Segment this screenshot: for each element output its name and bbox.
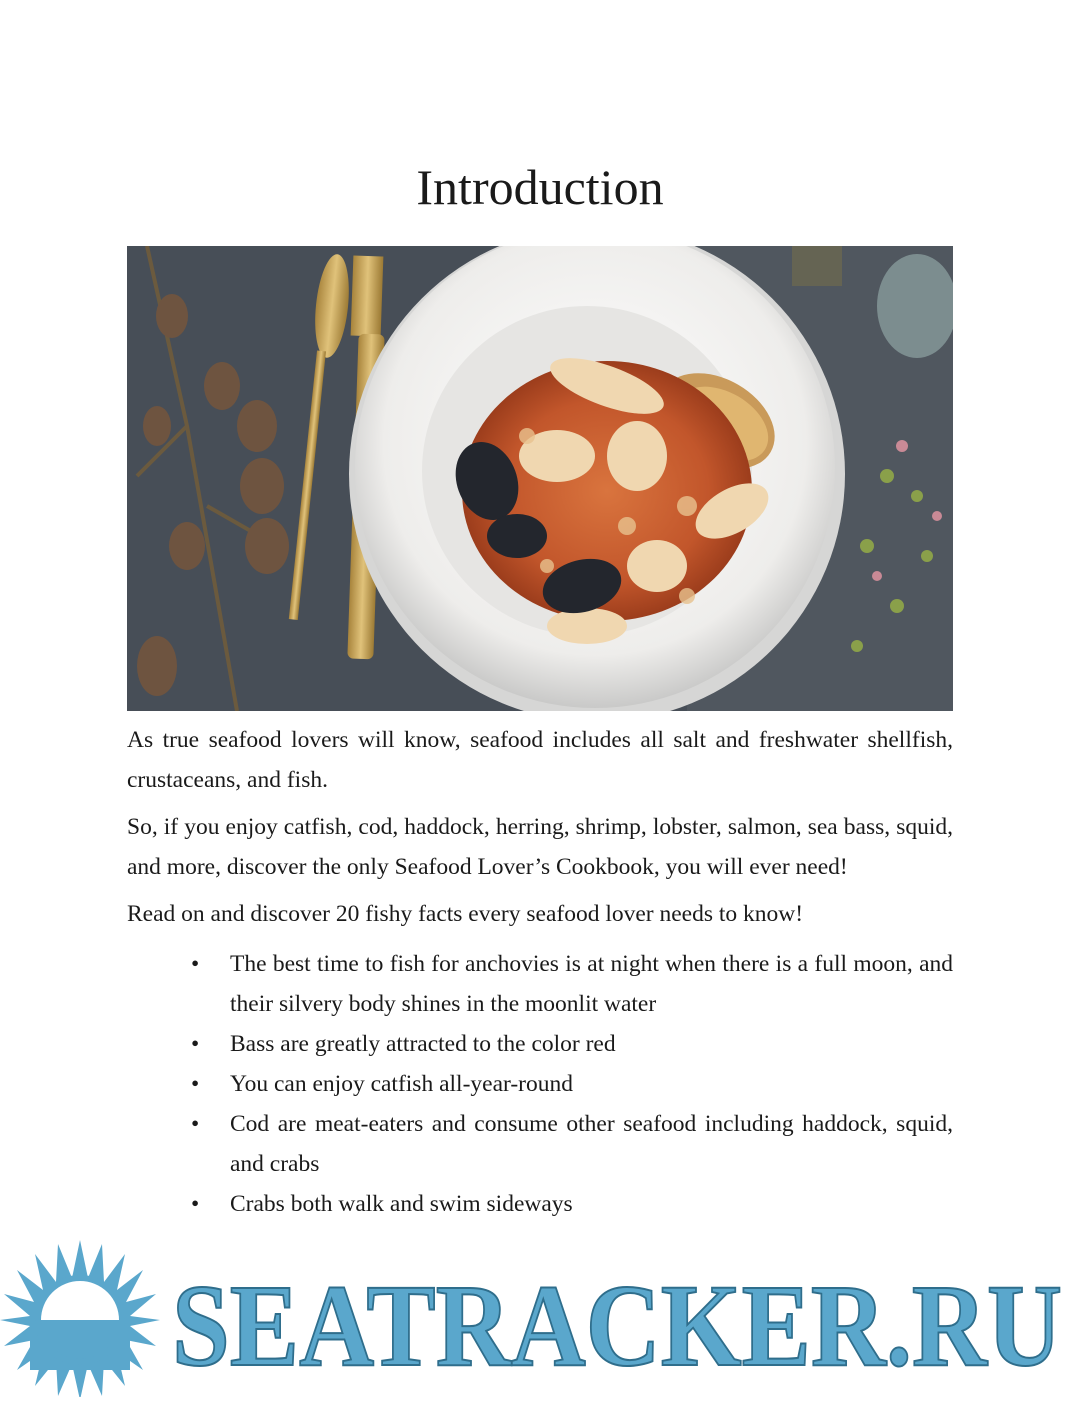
paragraph: As true seafood lovers will know, seafood includes all salt and freshwater shellfish, crustaceans, and fish.	[127, 727, 953, 793]
bullet-icon: •	[191, 1031, 200, 1057]
body-text	[127, 720, 953, 1224]
fact-text: Bass are greatly attracted to the color red	[230, 1031, 616, 1057]
watermark-logo	[0, 1235, 1080, 1397]
bullet-icon: •	[191, 951, 200, 977]
list-item	[127, 1104, 953, 1184]
fact-text: You can enjoy catfish all-year-round	[230, 1071, 574, 1097]
fact-text: Crabs both walk and swim sideways	[230, 1191, 573, 1217]
fact-text: The best time to fish for anchovies is at night when there is a full moon, and their silvery body shines in the moonlit water	[230, 951, 953, 1017]
list-item	[127, 1064, 953, 1104]
photo-illustration	[127, 246, 953, 711]
seafood-stew-photo	[127, 246, 953, 711]
bullet-icon: •	[191, 1071, 200, 1097]
watermark-text: SEATRACKER.RU	[172, 1260, 1062, 1391]
bullet-icon: •	[191, 1111, 200, 1137]
paragraph: So, if you enjoy catfish, cod, haddock, herring, shrimp, lobster, salmon, sea bass, squid, and more, discover the only Seafood Lover’s Cookbook, you will ever need!	[127, 814, 953, 880]
page-title: Introduction	[416, 159, 664, 215]
list-item	[127, 1184, 953, 1224]
facts-list	[127, 944, 953, 1224]
fact-text: Cod are meat-eaters and consume other seafood including haddock, squid, and crabs	[230, 1111, 953, 1177]
watermark	[0, 1235, 1080, 1397]
paragraph: Read on and discover 20 fishy facts every seafood lover needs to know!	[127, 901, 804, 927]
list-item	[127, 944, 953, 1024]
bullet-icon: •	[191, 1191, 200, 1217]
sun-logo-icon	[0, 1240, 160, 1397]
list-item	[127, 1024, 953, 1064]
